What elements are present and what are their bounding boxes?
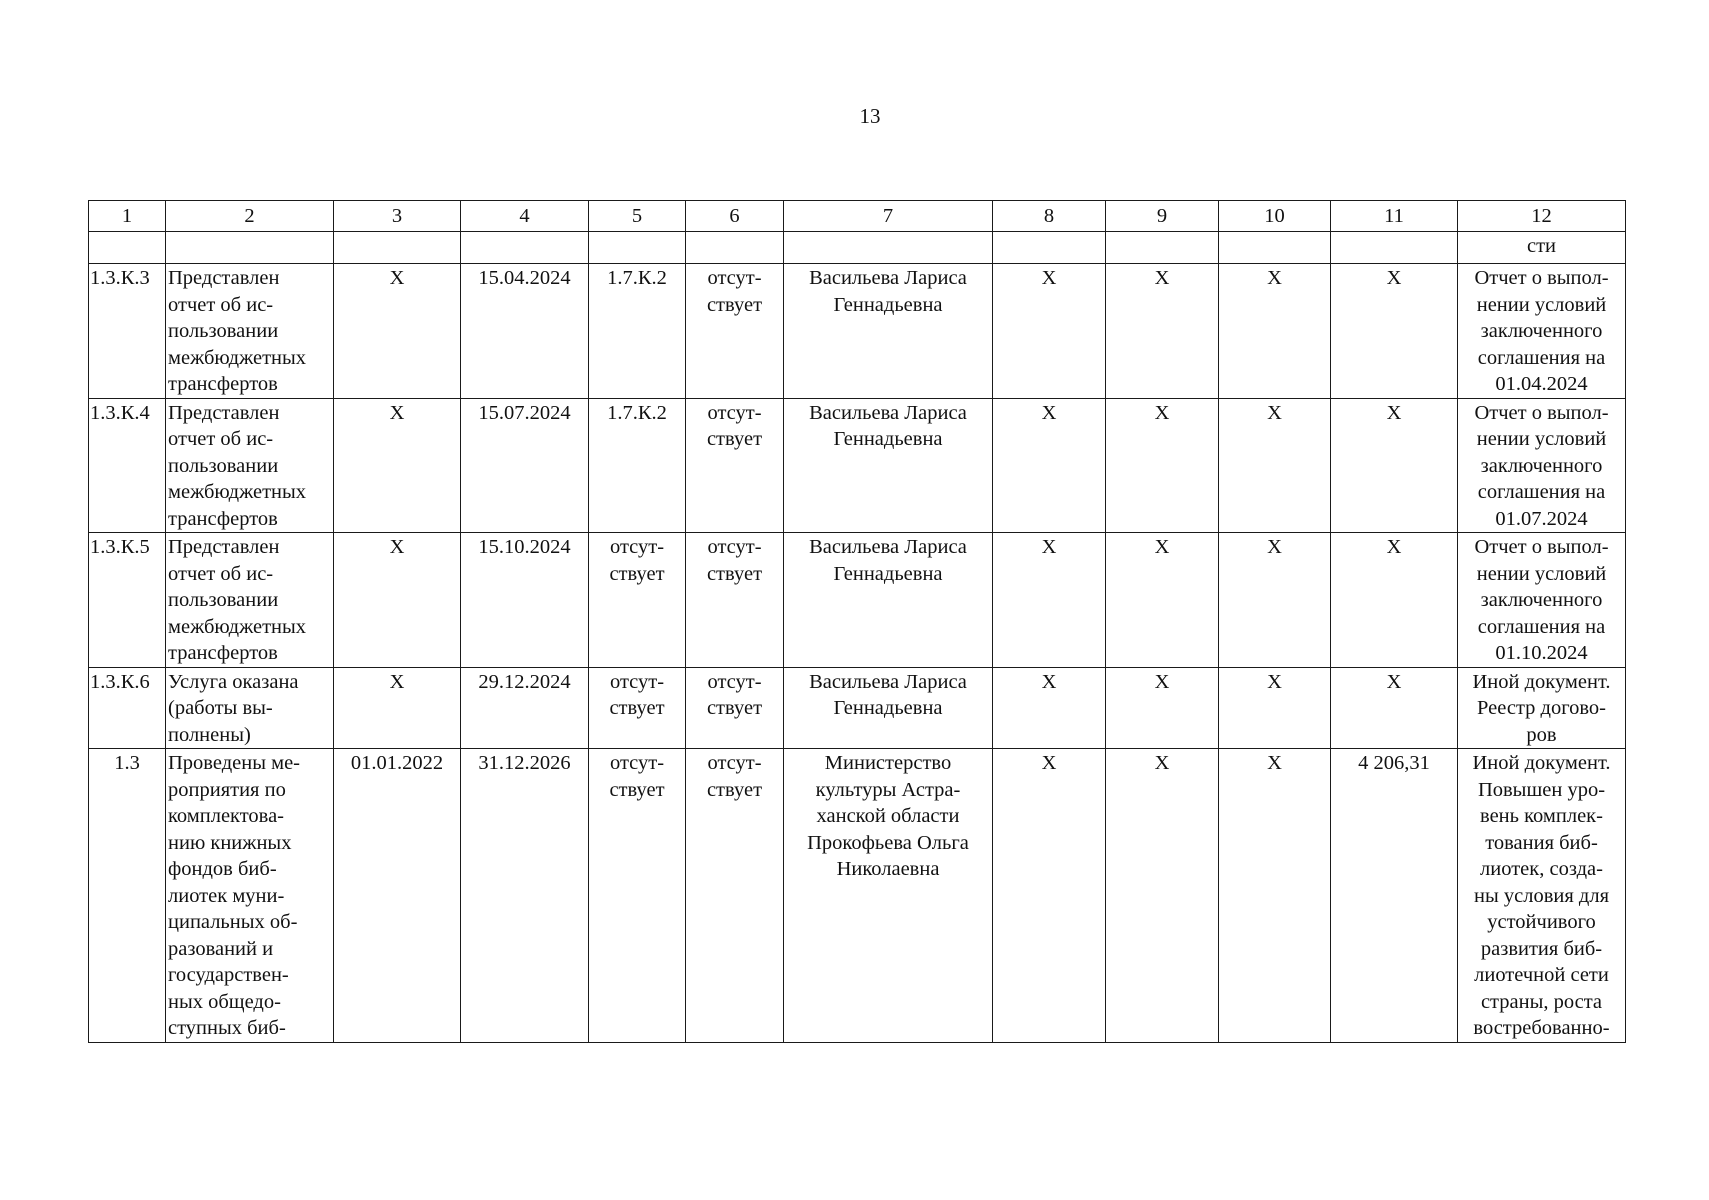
column-number: 10 [1219,201,1331,232]
col8-cell [993,533,1106,668]
col11-cell [1331,533,1458,668]
table-body [89,264,1626,1043]
cell-line: Представлен [168,536,280,558]
cell-value: 1.3 [114,752,140,774]
cell-line: ствует [609,562,665,585]
table-row [89,264,1626,399]
row-id-cell [89,533,166,668]
column-number: 2 [166,201,334,232]
col5-cell [589,667,686,749]
cell-line: Геннадьевна [833,562,943,585]
cell-value: X [1267,752,1282,774]
col9-cell [1106,264,1219,399]
end-date-cell [461,398,589,533]
cell-value: X [1154,401,1170,424]
cell-value: X [1041,752,1057,774]
result-name-cell [166,533,334,668]
column-number: 6 [686,201,784,232]
cell-value: 1.3.К.6 [90,670,150,693]
cell-line: культуры Астра- [815,778,961,801]
col5-cell [589,533,686,668]
col9-cell [1106,398,1219,533]
cell-line: трансфертов [168,642,278,664]
cell-line: нении условий [1476,428,1607,450]
cell-line: государствен- [168,964,289,986]
start-date-cell [334,749,461,1043]
column-number: 8 [993,201,1106,232]
cell-value: 31.12.2026 [478,752,571,774]
cell-line: Представлен [168,267,280,289]
cell-line: отсут- [707,267,762,289]
cell-line: ствует [609,697,665,719]
cell-line: ступных биб- [168,1017,286,1039]
column-number: 11 [1331,201,1458,232]
cell-value: 1.3.К.4 [90,401,150,424]
cell-value: X [1386,536,1402,558]
cell-value: X [1154,670,1170,693]
cell-line: трансфертов [168,507,278,530]
cell-line: Васильева Лариса [809,401,967,424]
col10-cell [1219,667,1331,749]
cell-line: ствует [706,428,763,450]
cell-line: пользовании [168,454,279,477]
cell-line: комплектова- [168,805,285,827]
cell-line: пользовании [168,320,279,342]
continuation-row [89,232,1626,264]
cell-line: трансфертов [168,373,278,395]
cell-line: 01.04.2024 [1495,373,1588,395]
cell-line: ствует [609,778,665,801]
column-number: 12 [1458,201,1626,232]
cell-line: страны, роста [1480,990,1603,1013]
column-number: 9 [1106,201,1219,232]
start-date-cell [334,533,461,668]
col5-cell [589,749,686,1043]
cell-value: X [1267,536,1282,558]
col8-cell [993,398,1106,533]
page-number: 13 [859,104,881,128]
cell-line: Министерство [824,752,952,774]
cell-line: межбюджетных [168,346,307,369]
column-number: 4 [461,201,589,232]
cell-line: Геннадьевна [833,428,943,450]
cell-line: (работы вы- [168,697,273,719]
cell-value: X [389,401,405,424]
table-row [89,533,1626,668]
cell-line: Иной документ. [1472,752,1611,774]
cell-line: нении условий [1476,562,1607,585]
cell-value: X [1386,401,1402,424]
col9-cell [1106,749,1219,1043]
cell-line: тования биб- [1485,831,1598,854]
cell-line: лиотечной сети [1474,964,1609,986]
cell-value: X [389,536,405,558]
cell-line: Услуга оказана [168,670,299,693]
cell-line: ров [1526,723,1557,746]
cell-value: X [1267,670,1282,693]
document-cell [1458,533,1626,668]
table-row [89,398,1626,533]
cell-value: 15.04.2024 [478,267,571,289]
cell-line: вень комплек- [1480,805,1603,827]
col10-cell [1219,749,1331,1043]
cell-line: отсут- [609,670,665,693]
table-row [89,749,1626,1043]
col8-cell [993,749,1106,1043]
cell-line: пользовании [168,589,279,611]
document-cell [1458,264,1626,399]
result-name-cell [166,667,334,749]
cell-line: отчет об ис- [168,293,274,316]
cell-value: 01.01.2022 [350,752,444,774]
end-date-cell [461,667,589,749]
cell-value: 1.3.К.3 [90,267,150,289]
cell-line: 01.10.2024 [1495,642,1588,664]
cell-value: X [389,267,405,289]
cell-line: лиотек муни- [168,884,285,907]
cell-line: Васильева Лариса [809,670,967,693]
cell-line: заключенного [1480,454,1603,477]
document-cell [1458,749,1626,1043]
cell-line: соглашения на [1477,346,1606,369]
result-name-cell [166,264,334,399]
cell-line: Отчет о выпол- [1474,536,1609,558]
start-date-cell [334,398,461,533]
cell-line: востребованно- [1473,1017,1610,1039]
row-id-cell [89,264,166,399]
cell-value: X [1267,401,1282,424]
cell-line: разований и [168,937,274,960]
col11-cell [1331,749,1458,1043]
col8-cell [993,667,1106,749]
cell-line: фондов биб- [168,858,277,880]
col11-cell [1331,398,1458,533]
col11-cell [1331,264,1458,399]
col8-cell [993,264,1106,399]
column-number-row [89,201,1626,232]
cell-line: ствует [706,697,763,719]
cell-line: отсут- [609,752,665,774]
cell-line: роприятия по [168,778,286,801]
document-cell [1458,398,1626,533]
cell-line: заключенного [1480,589,1603,611]
col6-cell [686,398,784,533]
document-table [88,200,1626,1043]
cell-line: Проведены ме- [168,752,300,774]
start-date-cell [334,667,461,749]
cell-line: отсут- [707,536,762,558]
row-id-cell [89,749,166,1043]
cell-line: межбюджетных [168,481,307,503]
cell-line: Отчет о выпол- [1474,401,1609,424]
col9-cell [1106,667,1219,749]
cell-line: соглашения на [1477,481,1606,503]
cell-line: ханской области [816,805,960,827]
cell-value: 15.07.2024 [478,401,571,424]
cell-value: X [1041,536,1057,558]
continuation-text: сти [1458,232,1626,264]
cell-line: отсут- [707,752,762,774]
cell-value: X [1386,267,1402,289]
column-number: 5 [589,201,686,232]
cell-value: 29.12.2024 [478,670,571,693]
cell-line: нию книжных [168,831,292,854]
col10-cell [1219,264,1331,399]
cell-line: Представлен [168,401,280,424]
cell-line: Васильева Лариса [809,536,967,558]
cell-line: Прокофьева Ольга [807,831,969,854]
col6-cell [686,264,784,399]
col6-cell [686,749,784,1043]
cell-line: лиотек, созда- [1480,858,1603,880]
col9-cell [1106,533,1219,668]
cell-line: соглашения на [1477,615,1606,638]
responsible-cell [784,533,993,668]
col10-cell [1219,533,1331,668]
row-id-cell [89,667,166,749]
table-row [89,667,1626,749]
cell-line: отчет об ис- [168,562,274,585]
cell-value: X [1041,401,1057,424]
row-id-cell [89,398,166,533]
cell-value: X [1267,267,1282,289]
end-date-cell [461,749,589,1043]
cell-line: 01.07.2024 [1495,507,1588,530]
cell-line: межбюджетных [168,615,307,638]
cell-value: X [1386,670,1402,693]
col5-cell [589,264,686,399]
col10-cell [1219,398,1331,533]
cell-line: Геннадьевна [833,697,943,719]
column-number: 7 [784,201,993,232]
document-cell [1458,667,1626,749]
col11-cell [1331,667,1458,749]
cell-value: 1.3.К.5 [90,536,150,558]
cell-line: ствует [706,293,763,316]
cell-line: ных общедо- [168,990,281,1013]
cell-line: заключенного [1480,320,1603,342]
cell-value: X [1041,267,1057,289]
result-name-cell [166,749,334,1043]
cell-line: Васильева Лариса [809,267,967,289]
col5-cell [589,398,686,533]
cell-line: ны условия для [1474,884,1609,907]
cell-line: отсут- [707,670,762,693]
cell-line: Николаевна [836,858,940,880]
cell-value: X [1041,670,1057,693]
responsible-cell [784,398,993,533]
cell-line: нении условий [1476,293,1607,316]
cell-line: Иной документ. [1472,670,1611,693]
cell-value: X [1154,267,1170,289]
column-number: 3 [334,201,461,232]
cell-line: Геннадьевна [833,293,943,316]
result-name-cell [166,398,334,533]
col6-cell [686,533,784,668]
column-number: 1 [89,201,166,232]
start-date-cell [334,264,461,399]
end-date-cell [461,533,589,668]
cell-line: ствует [706,778,763,801]
cell-value: 1.7.К.2 [607,267,667,289]
responsible-cell [784,749,993,1043]
responsible-cell [784,264,993,399]
cell-value: X [1154,536,1170,558]
end-date-cell [461,264,589,399]
cell-line: устойчивого [1487,911,1596,933]
cell-value: 1.7.К.2 [607,401,667,424]
cell-line: развития биб- [1480,937,1603,960]
cell-line: Отчет о выпол- [1474,267,1609,289]
cell-line: Реестр догово- [1477,697,1606,719]
col6-cell [686,667,784,749]
responsible-cell [784,667,993,749]
cell-value: 15.10.2024 [478,536,571,558]
cell-line: отсут- [707,401,762,424]
cell-value: X [389,670,405,693]
cell-value: 4 206,31 [1358,752,1430,774]
cell-line: ципальных об- [168,911,298,933]
cell-line: полнены) [168,723,251,746]
cell-line: отсут- [609,536,665,558]
cell-line: ствует [706,562,763,585]
cell-value: X [1154,752,1170,774]
cell-line: Повышен уро- [1477,778,1606,801]
cell-line: отчет об ис- [168,428,274,450]
